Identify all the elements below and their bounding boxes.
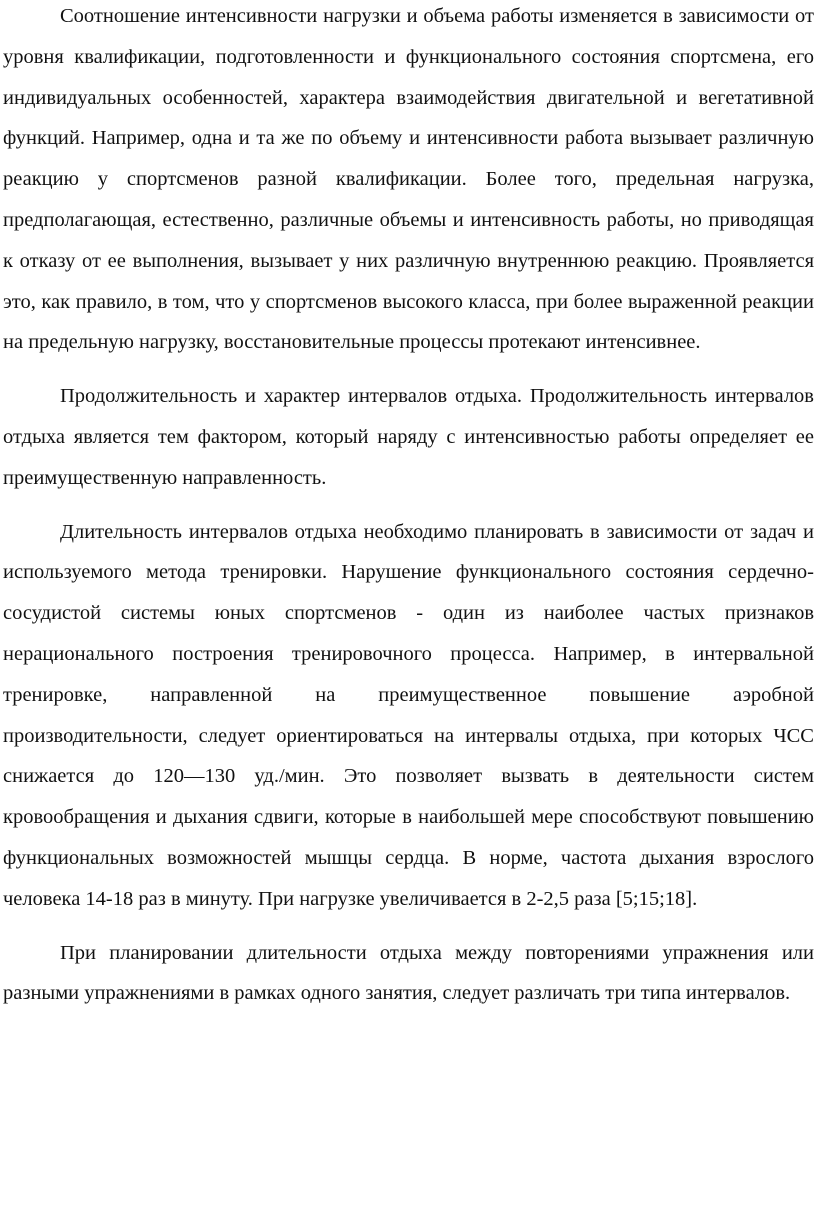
paragraph-load-intensity: Соотношение интенсивности нагрузки и объема работы изменяется в зависимости от уровня квалификации, подготовленности и функционального состояния спортсмена, его индивидуальных особенностей, характера взаимодействия двигательной и вегетативной функций. Например, одна и та же по объему и интенсивности работа вызывает различную реакцию у спортсменов разной квалификации. Более того, предельная нагрузка, предполагающая, естественно, различные объемы и интенсивность работы, но приводящая к отказу от ее выполнения, вызывает у них различную внутреннюю реакцию. Проявляется это, как правило, в том, что у спортсменов высокого класса, при более выраженной реакции на предельную нагрузку, восстановительные процессы протекают интенсивнее. xyxy=(3,5,814,354)
paragraph-interval-types: При планировании длительности отдыха между повторениями упражнения или разными упражнениями в рамках одного занятия, следует различать три типа интервалов. xyxy=(3,941,814,1005)
paragraph-rest-intervals: Продолжительность и характер интервалов отдыха. Продолжительность интервалов отдыха является тем фактором, который наряду с интенсивностью работы определяет ее преимущественную направленность. xyxy=(3,385,814,489)
paragraph-rest-duration: Длительность интервалов отдыха необходимо планировать в зависимости от задач и используемого метода тренировки. Нарушение функционального состояния сердечно-сосудистой системы юных спортсменов - один из наиболее частых признаков нерационального построения тренировочного процесса. Например, в интервальной тренировке, направленной на преимущественное повышение аэробной производительности, следует ориентироваться на интервалы отдыха, при которых ЧСС снижается до 120—130 уд./мин. Это позволяет вызвать в деятельности систем кровообращения и дыхания сдвиги, которые в наибольшей мере способствуют повышению функциональных возможностей мышцы сердца. В норме, частота дыхания взрослого человека 14-18 раз в минуту. При нагрузке увеличивается в 2-2,5 раза [5;15;18]. xyxy=(3,520,814,910)
